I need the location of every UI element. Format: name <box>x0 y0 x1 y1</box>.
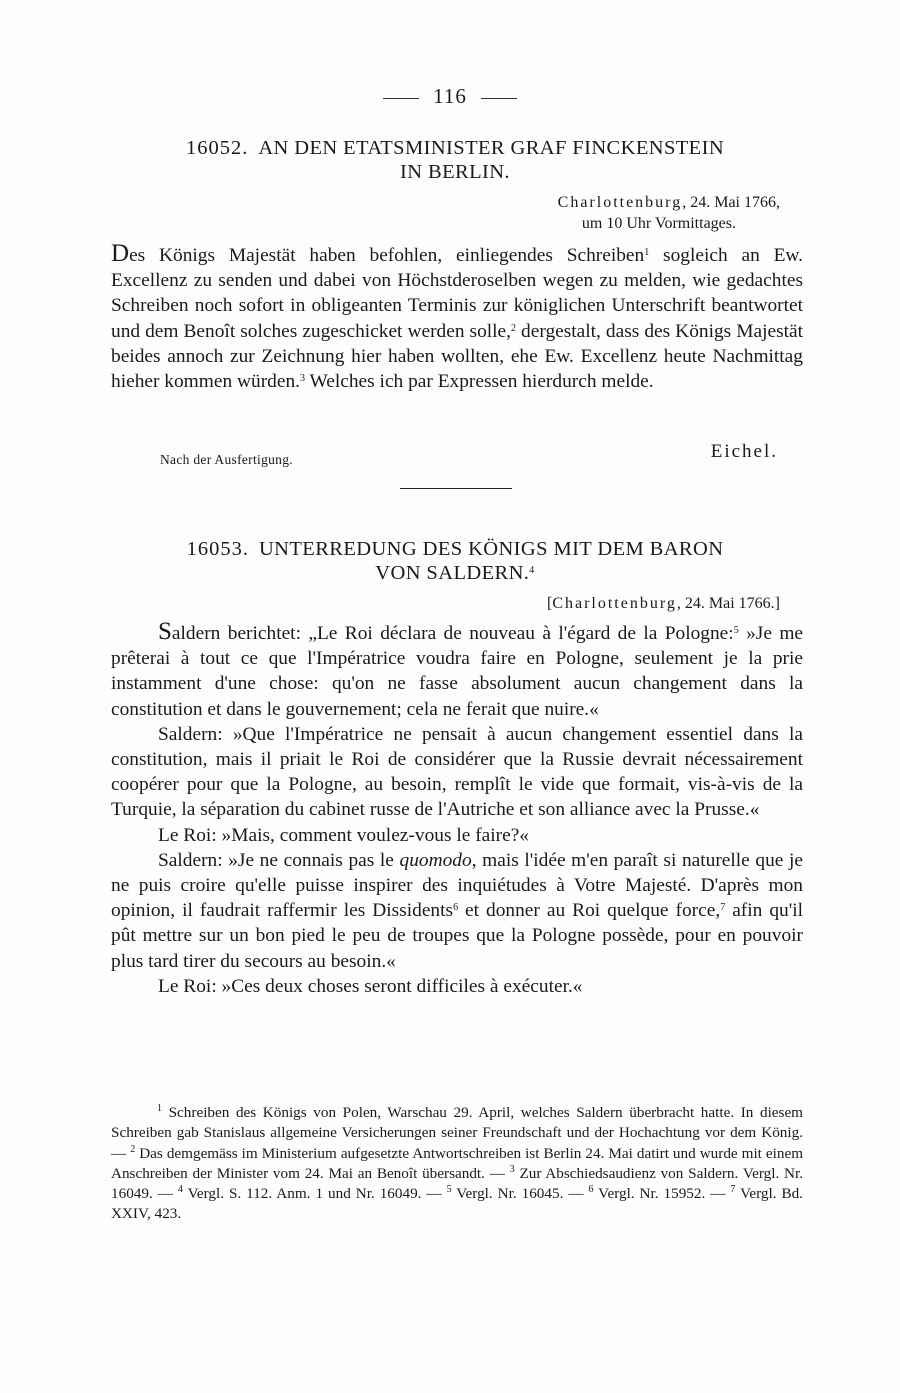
body-paragraph <box>111 848 803 974</box>
letter-heading-16052 <box>110 136 800 184</box>
footnote-text: Schreiben des Königs von Polen, Warschau 29. April, welches Saldern überbracht hatte. In diesem Schreiben gab Stanislaus allgemeine Versicherungen seiner Freundschaft und der Hochachtung vor dem König. — <box>111 1104 803 1162</box>
footnote-block <box>111 1103 803 1225</box>
body-text: sogleich an Ew. Excellenz zu senden und dabei von Höchstderoselben wegen zu melden, wie gedachtes Schreiben noch sofort in obligeanten Terminis zur königlichen Unterschrift beantwortet und dem Benoît solches zugeschicket werden solle, <box>111 245 804 342</box>
letter-dateline <box>547 593 780 614</box>
body-paragraph <box>111 619 803 722</box>
italic-term: quomodo <box>399 849 472 871</box>
footnote-mark: 2 <box>130 1143 136 1155</box>
footnote-mark: 5 <box>446 1184 452 1196</box>
body-text: aldern berichtet: „Le Roi déclara de nouveau à l'égard de la Pologne: <box>171 623 734 644</box>
header-dash-left <box>383 98 419 99</box>
footnote-ref: 6 <box>453 902 459 914</box>
body-paragraph <box>111 241 803 394</box>
dateline-time: um 10 Uhr Vormittages. <box>581 215 736 232</box>
footnote-text: Zur Abschiedsaudienz von Saldern. Vergl. Nr. 16049. — <box>111 1164 804 1203</box>
letter-body-16053 <box>111 619 803 999</box>
body-text: »Je me prêterai à tout ce que l'Impératrice voudra faire en Pologne, seulement je la prie instamment d'une chose: qu'on ne fasse absolument aucun changement dans la constitution et dans le gouvernement; cela ne ferait que nuire.« <box>111 623 804 720</box>
footnote-ref: 2 <box>511 322 517 334</box>
date: , 24. Mai 1766, <box>682 194 780 211</box>
section-divider <box>400 488 512 489</box>
footnotes <box>111 1103 803 1225</box>
source-note: Nach der Ausfertigung. <box>160 452 293 467</box>
body-text: Saldern: »Je ne connais pas le <box>158 849 400 871</box>
footnote-mark: 1 <box>157 1103 162 1114</box>
letter-number: 16052. <box>185 137 249 159</box>
body-paragraph: Le Roi: »Ces deux choses seront difficiles à exécuter.« <box>158 975 583 997</box>
heading-line-2: IN BERLIN. <box>400 161 510 183</box>
body-text: Welches ich par Expressen hierdurch melde. <box>305 371 654 393</box>
place-name: Charlottenburg <box>557 194 683 211</box>
letter-heading-16053 <box>110 537 800 585</box>
body-text: afin qu'il pût mettre sur un bon pied le peu de troupes que la Pologne possède, pour en pouvoir plus tard tirer du secours au besoin.« <box>111 900 803 972</box>
initial-letter: S <box>158 618 172 645</box>
signature: Eichel. <box>710 441 778 462</box>
date: , 24. Mai 1766.] <box>676 595 780 612</box>
heading-title-cont: VON SALDERN. <box>375 562 530 584</box>
footnote-mark: 3 <box>509 1163 515 1175</box>
body-text: es Königs Majestät haben befohlen, einliegendes Schreiben <box>129 245 645 266</box>
body-text: et donner au Roi quelque force, <box>458 900 721 922</box>
body-paragraph: Le Roi: »Mais, comment voulez-vous le faire?« <box>158 824 530 846</box>
footnote-ref: 1 <box>644 247 650 258</box>
footnote-text: Vergl. Nr. 15952. — <box>593 1185 731 1203</box>
page-number-header <box>0 84 900 109</box>
page-number: 116 <box>433 84 467 108</box>
footnote-text: Vergl. Bd. XXIV, 423. <box>111 1185 803 1223</box>
bracket: [ <box>546 595 553 612</box>
heading-line-2 <box>110 561 800 585</box>
letter-number: 16053. <box>186 538 249 560</box>
footnote-mark: 7 <box>730 1184 736 1196</box>
place-name: Charlottenburg <box>552 595 677 612</box>
footnote-text: Vergl. Nr. 16045. — <box>451 1185 589 1203</box>
initial-letter: D <box>111 240 130 267</box>
body-text: dergestalt, dass des Königs Majestät beides annoch zur Zeichnung hier haben wollten, ehe Ew. Excellenz heute Nachmittag hieher kommen würden. <box>111 320 803 393</box>
body-text: , mais l'idée m'en paraît si naturelle que je ne puis croire qu'elle puisse inspirer des inquiétudes à Votre Majesté. D'après mon opinion, il faudrait raffermir les Dissidents <box>111 849 804 922</box>
heading-line-1 <box>110 537 800 561</box>
footnote-ref: 5 <box>733 625 739 636</box>
heading-line-1 <box>110 136 800 160</box>
letter-body-16052 <box>111 241 803 394</box>
footnote-ref: 7 <box>720 902 726 914</box>
header-dash-right <box>481 98 517 99</box>
letter-dateline <box>558 192 780 234</box>
footnote-ref: 4 <box>529 565 535 576</box>
footnote-mark: 4 <box>177 1184 183 1196</box>
footnote-text: Das demgemäss im Ministerium aufgesetzte Antwortschreiben ist Berlin 24. Mai datirt und wurde mit einem Anschreiben der Minister vom 24. Mai an Benoît übersandt. — <box>111 1144 804 1182</box>
footnote-text: Vergl. S. 112. Anm. 1 und Nr. 16049. — <box>182 1185 447 1203</box>
heading-title: UNTERREDUNG DES KÖNIGS MIT DEM BARON <box>258 538 724 560</box>
body-paragraph: Saldern: »Que l'Impératrice ne pensait à aucun changement essentiel dans la constitution, mais il priait le Roi de considérer que la Russie devrait nécessairement coopérer pour que la Pologne, au besoin, remplît le vide que formait, vis-à-vis de la Turquie, la séparation du cabinet russe de l'Autriche et son alliance avec la Prusse.« <box>111 723 803 821</box>
footnote-mark: 6 <box>588 1184 594 1196</box>
dateline-line-1 <box>558 192 780 213</box>
footnote-ref: 3 <box>300 373 306 385</box>
heading-title: AN DEN ETATSMINISTER GRAF FINCKENSTEIN <box>258 137 725 159</box>
